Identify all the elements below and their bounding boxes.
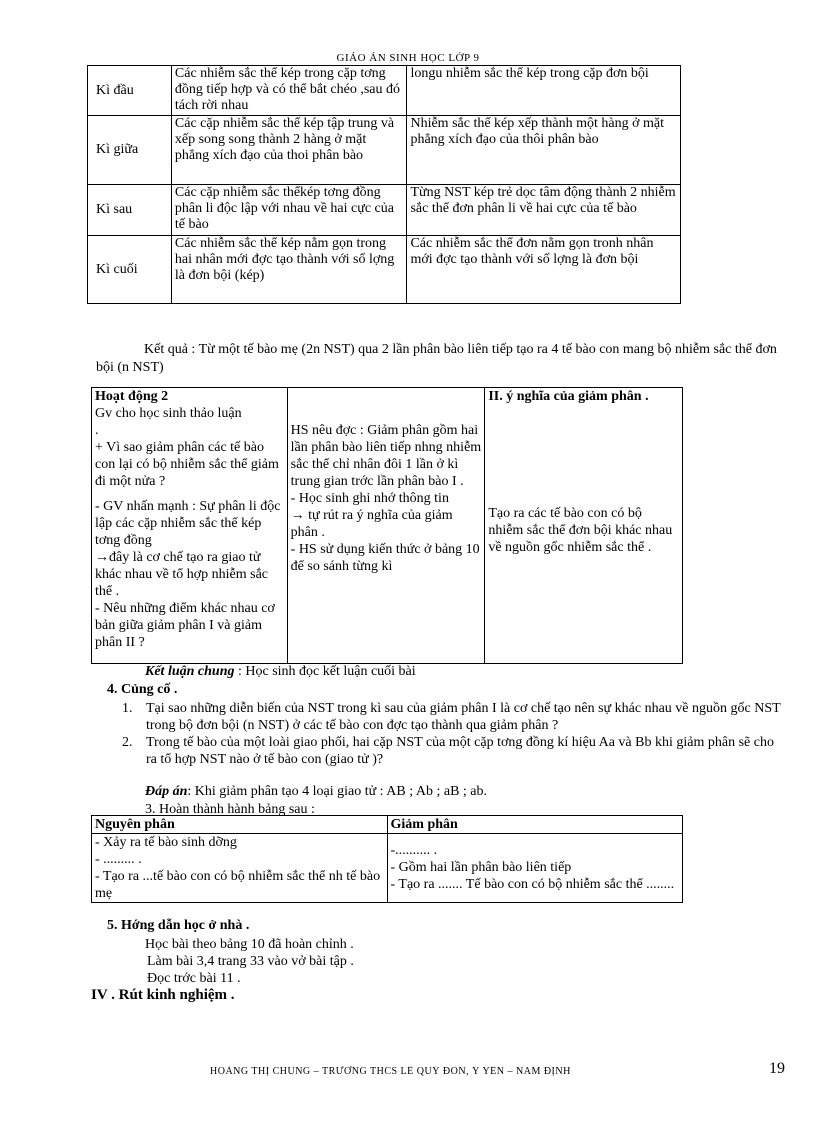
result-paragraph: Kết quả : Từ một tế bào mẹ (2n NST) qua 2 lần phân bào liên tiếp tạo ra 4 tế bào con mang bộ nhiễm sắc thể đơn bội (n NST) xyxy=(96,342,777,375)
hs-line: - Học sinh ghi nhớ thông tin xyxy=(290,491,449,506)
cell-line: - ......... . xyxy=(95,852,142,867)
question-text: Trong tế bào của một loài giao phối, hai cặp NST của một cặp tơng đồng kí hiệu Aa và Bb khi giảm phân sẽ cho ra tổ hợp NST nào ở tế bào con (giao tử )? xyxy=(146,735,774,767)
cell-line: - Xảy ra tế bào sinh dỡng xyxy=(95,835,237,850)
list-item xyxy=(122,734,788,768)
arrow-icon: → xyxy=(95,550,109,565)
mitosis-cell xyxy=(92,834,388,903)
meiosis1-cell: Các nhiễm sắc thể kép trong cặp tơng đồng tiếp hợp và có thể bắt chéo ,sau đó tách rời nhau xyxy=(171,66,407,116)
page-footer: HOÀNG THỊ CHUNG – TRƯỜNG THCS LÊ QUÝ ĐÔN, Ý YÊN – NAM ĐỊNH xyxy=(210,1066,571,1076)
cell-line: -.......... . xyxy=(390,843,438,858)
arrow-icon: → xyxy=(290,508,305,523)
meiosis1-cell: Các cặp nhiễm sắc thể kép tập trung và xếp song song thành 2 hàng ở mặt phẳng xích đạo của thoi phân bào xyxy=(171,116,407,185)
header-cell: Giảm phân xyxy=(387,816,683,834)
gv-line: - Nêu những điểm khác nhau cơ bản giữa giảm phân I và giảm phân II ? xyxy=(95,601,275,650)
question-list xyxy=(122,700,788,768)
table-row xyxy=(88,116,681,185)
answer-text: : Khi giảm phân tạo 4 loại giao tử : AB ; Ab ; aB ; ab. xyxy=(187,784,488,799)
table-row xyxy=(92,834,683,903)
page-header: GIÁO ÁN SINH HỌC LỚP 9 xyxy=(336,52,480,64)
list-item: Học bài theo bảng 10 đã hoàn chỉnh . xyxy=(145,937,354,952)
list-item: Đọc trớc bài 11 . xyxy=(147,971,241,986)
meiosis2-cell: Từng NST kép trẻ dọc tâm động thành 2 nhiễm sắc thể đơn phân li về hai cực của tế bào xyxy=(407,185,681,236)
list-item: Làm bài 3,4 trang 33 vào vở bài tập . xyxy=(147,954,354,969)
general-conclusion xyxy=(145,664,416,680)
question-text: Tại sao những diễn biến của NST trong kì sau của giảm phân I là cơ chế tạo nên sự khác nhau về nguồn gốc NST trong bộ đơn bội (n NST) ở các tế bào con đợc tạo thành qua giảm phân ? xyxy=(146,701,781,733)
hs-line: - HS sử dụng kiến thức ở bảng 10 để so sánh từng kì xyxy=(290,542,480,574)
phase-cell: Kì sau xyxy=(88,185,172,236)
meiosis1-cell: Các nhiễm sắc thể kép nằm gọn trong hai nhân mới đợc tạo thành với số lợng là đơn bội (kép) xyxy=(171,236,407,304)
compare-table xyxy=(91,815,683,903)
section-homework-title: 5. Hớng dẫn học ở nhà . xyxy=(107,918,250,933)
conclusion-label: Kết luận chung xyxy=(145,664,235,679)
question-number: 1. xyxy=(122,701,133,716)
activity-title: Hoạt động 2 xyxy=(95,389,169,404)
cell-line: - Tạo ra ....... Tế bào con có bộ nhiễm sắc thể ........ xyxy=(390,877,675,892)
meiosis-phase-table xyxy=(87,65,681,304)
teacher-column xyxy=(92,388,288,664)
table-row xyxy=(88,66,681,116)
gv-line: đây là cơ chế tạo ra giao tử khác nhau về tổ hợp nhiễm sắc thể . xyxy=(95,550,269,599)
meiosis2-cell: Nhiễm sắc thể kép xếp thành một hàng ở mặt phẳng xích đạo của thôi phân bào xyxy=(407,116,681,185)
meiosis1-cell: Các cặp nhiễm sắc thểkép tơng đồng phân li độc lập với nhau về hai cực của tế bào xyxy=(171,185,407,236)
content-column xyxy=(485,388,683,664)
cell-line: - Tạo ra ...tế bào con có bộ nhiễm sắc thể nh tế bào mẹ xyxy=(95,869,381,901)
list-item xyxy=(122,700,788,734)
gv-line: + Vì sao giảm phân các tế bào con lại có bộ nhiễm sắc thể giảm đi một nửa ? xyxy=(95,440,279,489)
page-number: 19 xyxy=(769,1060,785,1077)
section-experience-title: IV . Rút kinh nghiệm . xyxy=(91,987,235,1003)
answer-line xyxy=(145,784,487,800)
answer-label: Đáp án xyxy=(145,784,188,799)
student-column xyxy=(287,388,485,664)
meiosis2-cell: longu nhiễm sắc thể kép trong cặp đơn bội xyxy=(407,66,681,116)
phase-cell: Kì cuối xyxy=(88,236,172,304)
hs-line: tự rút ra ý nghĩa của giảm phân . xyxy=(290,508,453,540)
question-number: 2. xyxy=(122,735,133,750)
gv-line: . xyxy=(95,423,99,438)
content-title: II. ý nghĩa của giảm phân . xyxy=(488,389,649,404)
gv-line: Gv cho học sinh thảo luận xyxy=(95,406,242,421)
meiosis2-cell: Các nhiễm sắc thể đơn nằm gọn tronh nhân mới đợc tạo thành với số lợng là đơn bội xyxy=(407,236,681,304)
question-3: 3. Hoàn thành hành bảng sau : xyxy=(145,802,315,817)
phase-cell: Kì đầu xyxy=(88,66,172,116)
content-text: Tạo ra các tế bào con có bộ nhiễm sắc thể đơn bội khác nhau về nguồn gốc nhiễm sắc thể . xyxy=(488,506,673,555)
gv-line: - GV nhấn mạnh : Sự phân li độc lập các cặp nhiễm sắc thể kép tơng đồng xyxy=(95,499,281,548)
table-row xyxy=(88,185,681,236)
phase-cell: Kì giữa xyxy=(88,116,172,185)
table-row xyxy=(88,236,681,304)
table-row xyxy=(92,388,683,664)
header-cell: Nguyên phân xyxy=(92,816,388,834)
section-cungco: 4. Củng cố . xyxy=(107,682,178,697)
table-header-row xyxy=(92,816,683,834)
homework-list xyxy=(145,936,354,987)
cell-line: - Gồm hai lần phân bào liên tiếp xyxy=(390,860,572,875)
conclusion-text: : Học sinh đọc kết luận cuối bài xyxy=(234,664,416,679)
meiosis-cell xyxy=(387,834,683,903)
hs-line: HS nêu đợc : Giảm phân gồm hai lần phân bào liên tiếp nhng nhiễm sắc thể chỉ nhân đôi 1 lần ở kì trung gian trớc lần phân bào I . xyxy=(290,423,482,489)
activity-table xyxy=(91,387,683,664)
